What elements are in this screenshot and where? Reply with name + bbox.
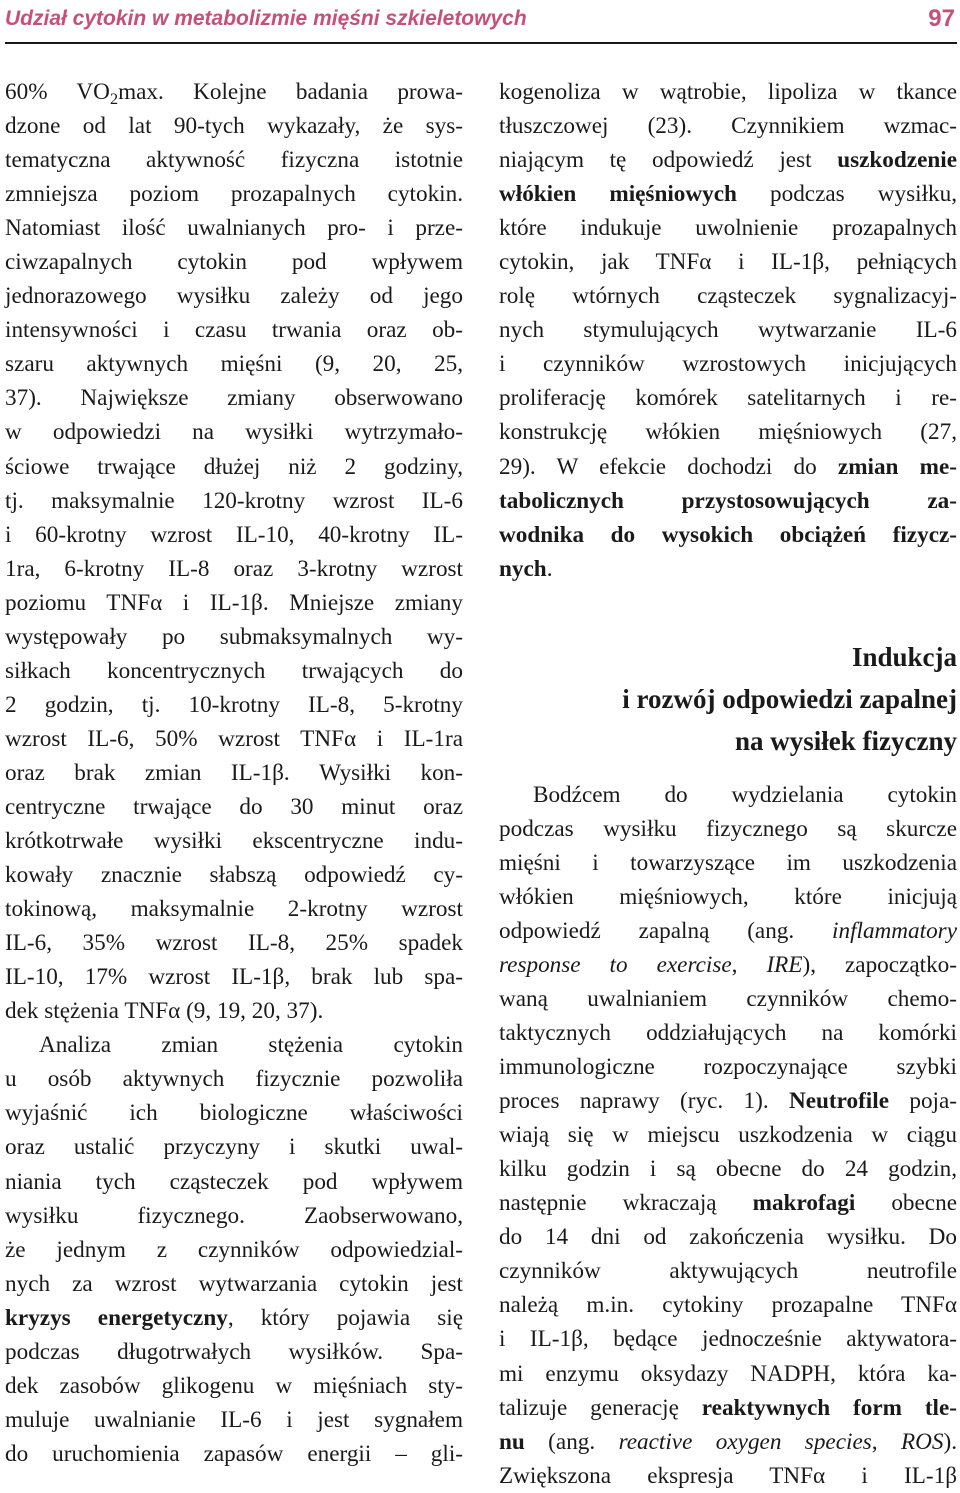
- key-term: tabolicznych przystosowujących za-: [499, 487, 957, 514]
- paragraph-start-line: Bodźcem do wydzielania cytokin: [533, 781, 957, 808]
- text-line: włókien mięśniowych podczas wysiłku,: [499, 181, 957, 208]
- text-line: [499, 518, 957, 552]
- text-line: które indukuje uwolnienie prozapalnych: [499, 215, 957, 242]
- text-line: mięśni i towarzyszące im uszkodzenia: [499, 849, 957, 876]
- text-line: tematyczna aktywność fizyczna istotnie: [5, 147, 463, 174]
- text-line: niania tych cząsteczek pod wpływem: [5, 1168, 463, 1195]
- text-line: cytokin, jak TNFα i IL-1β, pełniących: [499, 249, 957, 276]
- text-line: proliferację komórek satelitarnych i re-: [499, 385, 957, 412]
- text-line: intensywności i czasu trwania oraz ob-: [5, 317, 463, 344]
- text-line: że jednym z czynników odpowiedzial-: [5, 1236, 463, 1263]
- section-heading: [499, 636, 957, 762]
- text-line: występowały po submaksymalnych wy-: [5, 623, 463, 650]
- text-line: wiają się w miejscu uszkodzenia w ciągu: [499, 1122, 957, 1149]
- text-line: i IL-1β, będące jednocześnie aktywatora-: [499, 1326, 957, 1353]
- text-line: nych stymulujących wytwarzanie IL-6: [499, 317, 957, 344]
- key-term: zmian me-: [837, 453, 957, 480]
- section-heading-line: Indukcja: [851, 641, 957, 672]
- text-line: nych.: [499, 555, 553, 582]
- text-line: niającym tę odpowiedź jest uszkodzenie: [499, 147, 957, 174]
- text-line: wzrost IL-6, 50% wzrost TNFα i IL-1ra: [5, 725, 463, 752]
- key-term: wodnika do wysokich obciążeń fizycz-: [499, 521, 957, 548]
- text-line: IL-6, 35% wzrost IL-8, 25% spadek: [5, 930, 463, 957]
- text-line: konstrukcję włókien mięśniowych (27,: [499, 419, 957, 446]
- text-line: krótkotrwałe wysiłki ekscentryczne indu-: [5, 828, 463, 855]
- text-line: następnie wkraczają makrofagi obecne: [499, 1190, 957, 1217]
- text-line: włókien mięśniowych, które inicjują: [499, 883, 957, 910]
- text-line: nu (ang. reactive oxygen species, ROS).: [499, 1428, 958, 1455]
- text-line: waną uwalnianiem czynników chemo-: [499, 985, 957, 1012]
- running-header: [5, 0, 957, 44]
- text-line: oraz brak zmian IL-1β. Wysiłki kon-: [5, 759, 463, 786]
- text-line: 2 godzin, tj. 10-krotny IL-8, 5-krotny: [5, 691, 463, 718]
- text-line: kogenoliza w wątrobie, lipoliza w tkance: [499, 79, 957, 105]
- text-line: [499, 484, 957, 518]
- text-line: kowały znacznie słabszą odpowiedź cy-: [5, 862, 463, 889]
- left-column: [5, 75, 463, 1471]
- text-line: wysiłku fizycznego. Zaobserwowano,: [5, 1202, 463, 1229]
- text-line: do 14 dni od zakończenia wysiłku. Do: [499, 1224, 957, 1251]
- text-line: taktycznych oddziałujących na komórki: [499, 1020, 957, 1047]
- text-line: dzone od lat 90-tych wykazały, że sys-: [5, 113, 463, 140]
- key-term: kryzys energetyczny: [5, 1304, 228, 1331]
- text-line: w odpowiedzi na wysiłki wytrzymało-: [5, 419, 463, 446]
- text-line: kilku godzin i są obecne do 24 godzin,: [499, 1156, 957, 1183]
- text-line: należą m.in. cytokiny prozapalne TNFα: [499, 1292, 957, 1319]
- text-line: wyjaśnić ich biologiczne właściwości: [5, 1100, 463, 1127]
- text-line: 29). W efekcie dochodzi do zmian me-: [499, 453, 957, 480]
- text-line: IL-10, 17% wzrost IL-1β, brak lub spa-: [5, 964, 463, 991]
- text-line: jednorazowego wysiłku zależy od jego: [5, 283, 463, 310]
- right-column: [499, 75, 957, 1493]
- text-line: 37). Największe zmiany obserwowano: [5, 385, 463, 412]
- text-line: immunologiczne rozpoczynające szybki: [499, 1054, 957, 1081]
- text-line: 60% $VO_2\max$. Kolejne badania prowa-: [5, 79, 464, 108]
- text-line: Zwiększona ekspresja TNFα i IL-1β: [499, 1462, 957, 1489]
- text-line: tokinową, maksymalnie 2-krotny wzrost: [5, 896, 463, 923]
- text-line: tłuszczowej (23). Czynnikiem wzmac-: [499, 113, 957, 140]
- text-line: tj. maksymalnie 120-krotny wzrost IL-6: [5, 487, 463, 514]
- key-term: Neutrofile: [788, 1088, 889, 1115]
- text-line: kryzys energetyczny, który pojawia się: [5, 1304, 463, 1331]
- key-term: włókien mięśniowych: [499, 181, 737, 208]
- key-term: nu: [499, 1428, 525, 1455]
- key-term: uszkodzenie: [837, 147, 957, 174]
- key-term: reaktywnych form tle-: [701, 1394, 957, 1421]
- text-line: centryczne trwające do 30 minut oraz: [5, 793, 463, 820]
- key-term: makrofagi: [752, 1190, 856, 1217]
- key-term: nych: [499, 555, 547, 582]
- text-line: talizuje generację reaktywnych form tle-: [499, 1394, 957, 1421]
- text-line: mi enzymu oksydazy NADPH, która ka-: [499, 1360, 957, 1387]
- text-line: i 60-krotny wzrost IL-10, 40-krotny IL-: [5, 521, 463, 548]
- text-line: siłkach koncentrycznych trwających do: [5, 657, 463, 684]
- text-line: ciwzapalnych cytokin pod wpływem: [5, 249, 463, 276]
- text-line: i czynników wzrostowych inicjujących: [499, 351, 957, 378]
- text-line: proces naprawy (ryc. 1). Neutrofile poja-: [499, 1088, 957, 1115]
- paragraph-start-line: Analiza zmian stężenia cytokin: [39, 1032, 463, 1059]
- text-line: muluje uwalnianie IL-6 i jest sygnałem: [5, 1406, 463, 1433]
- text-line: response to exercise, IRE), zapoczątko-: [499, 951, 957, 978]
- text-line: czynników aktywujących neutrofile: [499, 1258, 957, 1285]
- text-line: zmniejsza poziom prozapalnych cytokin.: [5, 181, 463, 208]
- text-line: Natomiast ilość uwalnianych pro- i prze-: [5, 215, 463, 242]
- text-line: dek stężenia TNFα (9, 19, 20, 37).: [5, 998, 324, 1025]
- text-line: oraz ustalić przyczyny i skutki uwal-: [5, 1134, 463, 1161]
- running-title: Udział cytokin w metabolizmie mięśni szkieletowych: [5, 7, 527, 30]
- text-line: podczas wysiłku fizycznego są skurcze: [499, 815, 957, 842]
- text-line: nych za wzrost wytwarzania cytokin jest: [5, 1270, 463, 1297]
- text-line: ściowe trwające dłużej niż 2 godziny,: [5, 453, 463, 480]
- text-line: poziomu TNFα i IL-1β. Mniejsze zmiany: [5, 589, 463, 616]
- text-line: do uruchomienia zapasów energii – gli-: [5, 1440, 463, 1467]
- text-line: podczas długotrwałych wysiłków. Spa-: [5, 1338, 463, 1365]
- section-heading-line: na wysiłek fizyczny: [735, 725, 957, 756]
- text-line: u osób aktywnych fizycznie pozwoliła: [5, 1066, 463, 1093]
- text-line: rolę wtórnych cząsteczek sygnalizacyj-: [499, 283, 957, 310]
- text-line: szaru aktywnych mięśni (9, 20, 25,: [5, 351, 463, 378]
- section-heading-line: i rozwój odpowiedzi zapalnej: [622, 683, 957, 714]
- text-line: dek zasobów glikogenu w mięśniach sty-: [5, 1372, 463, 1399]
- text-line: odpowiedź zapalną (ang. inflammatory: [499, 917, 957, 944]
- text-line: 1ra, 6-krotny IL-8 oraz 3-krotny wzrost: [5, 555, 463, 582]
- page-number: 97: [928, 5, 955, 32]
